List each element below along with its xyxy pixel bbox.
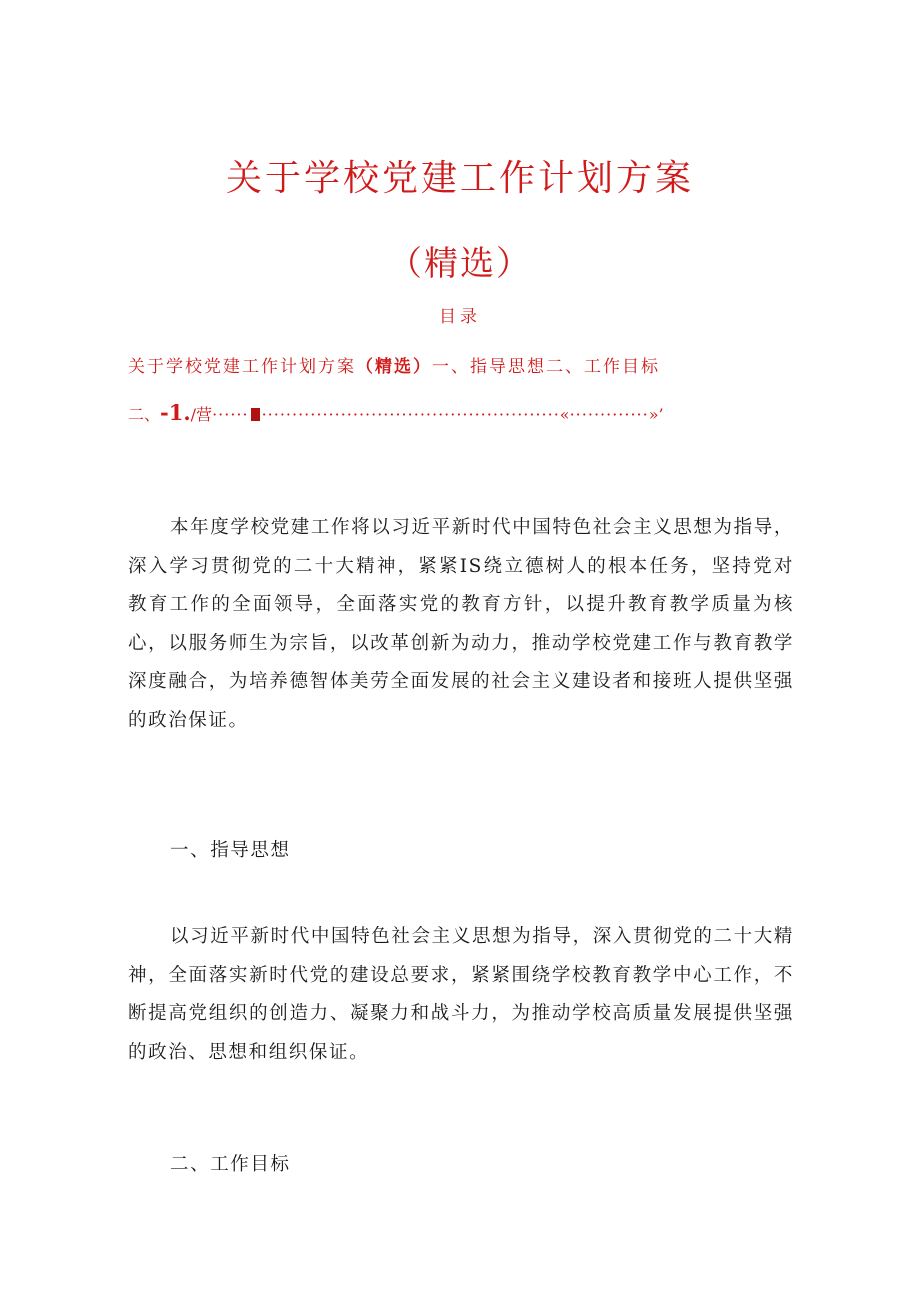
toc-mark-close: »’ <box>648 405 664 424</box>
toc-mark-open: « <box>559 405 570 424</box>
toc-entry-sections: 一、指导思想二、工作目标 <box>432 357 660 377</box>
toc-entry-leader-line[interactable] <box>128 400 798 425</box>
toc-leader-dots-1: ······ <box>212 405 249 424</box>
guiding-ideology-paragraph: 以习近平新时代中国特色社会主义思想为指导，深入贯彻党的二十大精神，全面落实新时代党的建设总要求，紧紧围绕学校教育教学中心工作，不断提高党组织的创造力、凝聚力和战斗力，为推动学校高质量发展提供坚强的政治、思想和组织保证。 <box>128 926 794 1063</box>
toc-entry-title: 关于学校党建工作计划方案 <box>128 357 356 377</box>
section-heading-work-goals: 二、工作目标 <box>170 1154 291 1175</box>
document-subtitle: （精选） <box>388 244 532 284</box>
toc-leader-dots-3: ············· <box>569 405 649 424</box>
toc-leader-dots-2: ················································· <box>261 405 560 424</box>
section-heading-guiding-ideology: 一、指导思想 <box>170 840 291 861</box>
toc-square-marker <box>251 408 260 421</box>
toc-line2-prefix: 二、 <box>128 405 161 424</box>
toc-entry-title-bold: （精选） <box>356 357 432 377</box>
intro-paragraph: 本年度学校党建工作将以习近平新时代中国特色社会主义思想为指导，深入学习贯彻党的二十大精神，紧紧IS绕立德树人的根本任务，坚持党对教育工作的全面领导，全面落实党的教育方针，以提升教育教学质量为核心，以服务师生为宗旨，以改革创新为动力，推动学校党建工作与教育教学深度融合，为培养德智体美劳全面发展的社会主义建设者和接班人提供坚强的政治保证。 <box>128 517 794 731</box>
toc-line2-text: /营 <box>190 405 213 424</box>
document-title: 关于学校党建工作计划方案 <box>225 158 694 199</box>
toc-entry-main[interactable] <box>128 352 660 377</box>
toc-heading: 目录 <box>439 307 481 327</box>
toc-line2-number: -1. <box>160 400 191 425</box>
